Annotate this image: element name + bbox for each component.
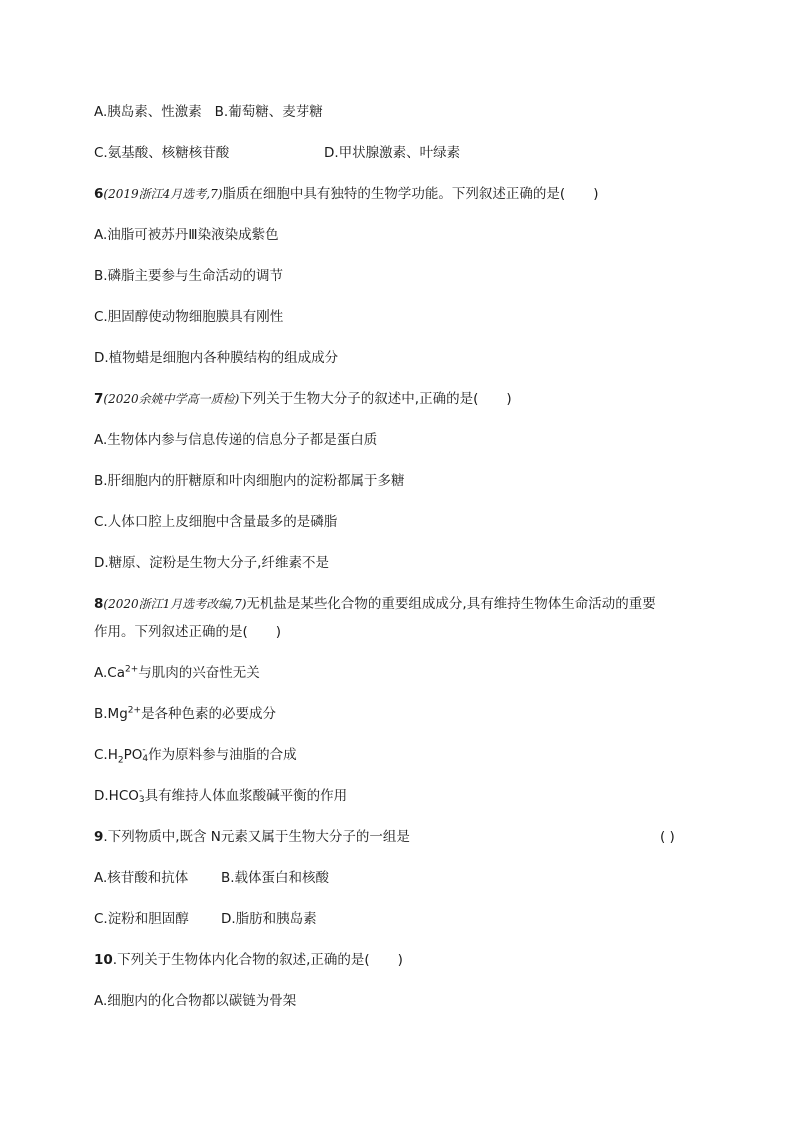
q8-option-a-text: 与肌肉的兴奋性无关	[138, 665, 260, 681]
q9-stem-text: .下列物质中,既含 N元素又属于生物大分子的一组是	[103, 829, 410, 845]
q8-number: 8	[94, 596, 104, 612]
q7-option-c: C.人体口腔上皮细胞中含量最多的是磷脂	[94, 514, 338, 530]
q8-source: (2020浙江1月选考改编,7)	[103, 597, 247, 611]
q5-option-a: A.胰岛素、性激素	[94, 104, 202, 120]
q8-option-d	[94, 787, 347, 805]
q8-option-a-prefix: A.Ca	[94, 665, 125, 681]
q8-option-d-text: 具有维持人体血浆酸碱平衡的作用	[144, 788, 348, 804]
q6-stem-text: 脂质在细胞中具有独特的生物学功能。下列叙述正确的是(	[222, 186, 566, 202]
q7-option-b: B.肝细胞内的肝糖原和叶肉细胞内的淀粉都属于多糖	[94, 473, 405, 489]
q9-stem	[94, 828, 410, 846]
q9-options-cd	[94, 910, 317, 928]
q9-option-b: B.载体蛋白和核酸	[221, 870, 330, 886]
q5-options-cd	[94, 144, 461, 162]
q6-option-d: D.植物蜡是细胞内各种膜结构的组成成分	[94, 350, 339, 366]
q10-close-paren: )	[397, 952, 403, 968]
q7-stem	[94, 390, 512, 408]
q6-option-a: A.油脂可被苏丹Ⅲ染液染成紫色	[94, 227, 279, 243]
q8-option-d-sub: 3	[138, 795, 145, 805]
q8-option-c-charge: -	[142, 745, 146, 755]
q8-option-c-text: 作为原料参与油脂的合成	[148, 747, 297, 763]
q7-source: (2020余姚中学高一质检)	[103, 392, 240, 406]
q6-source: (2019浙江4月选考,7)	[103, 187, 223, 201]
q9-option-c: C.淀粉和胆固醇	[94, 911, 189, 927]
q5-option-d: D.甲状腺激素、叶绿素	[324, 145, 461, 161]
q8-option-b-prefix: B.Mg	[94, 706, 128, 722]
q8-option-c-prefix: C.H	[94, 747, 118, 763]
q9-option-d: D.脂肪和胰岛素	[221, 911, 317, 927]
q10-option-a: A.细胞内的化合物都以碳链为骨架	[94, 993, 297, 1009]
q5-options-ab	[94, 103, 323, 121]
q9-options-ab	[94, 869, 330, 887]
q8-option-c-sub1: 2	[117, 755, 124, 766]
q6-close-paren: )	[593, 186, 599, 202]
q6-stem	[94, 185, 598, 203]
q8-option-c	[94, 746, 297, 764]
q8-option-a	[94, 664, 260, 682]
q6-option-c: C.胆固醇使动物细胞膜具有刚性	[94, 309, 284, 325]
q8-stem-text-2: 作用。下列叙述正确的是(	[94, 624, 248, 640]
q10-stem	[94, 951, 403, 969]
q6-number: 6	[94, 186, 104, 202]
q9-option-a: A.核苷酸和抗体	[94, 870, 189, 886]
q8-option-d-prefix: D.HCO	[94, 788, 139, 804]
q7-option-d: D.糖原、淀粉是生物大分子,纤维素不是	[94, 555, 329, 571]
q8-stem-line2	[94, 623, 281, 641]
q8-stem-text-1: 无机盐是某些化合物的重要组成成分,具有维持生物体生命活动的重要	[246, 596, 656, 612]
q5-option-c: C.氨基酸、核糖核苷酸	[94, 145, 230, 161]
q8-option-b	[94, 705, 276, 723]
q8-option-b-text: 是各种色素的必要成分	[141, 706, 277, 722]
q7-close-paren: )	[506, 391, 512, 407]
q6-option-b: B.磷脂主要参与生命活动的调节	[94, 268, 284, 284]
q9-number: 9	[94, 829, 104, 845]
q8-stem-line1	[94, 595, 656, 613]
q8-option-d-charge: -	[138, 786, 143, 796]
q7-option-a: A.生物体内参与信息传递的信息分子都是蛋白质	[94, 432, 378, 448]
q9-answer-paren: ( )	[660, 829, 675, 845]
q8-option-c-sub2: 4	[142, 754, 149, 764]
q7-stem-text: 下列关于生物大分子的叙述中,正确的是(	[239, 391, 479, 407]
q8-option-c-mid: PO	[123, 747, 143, 763]
q7-number: 7	[94, 391, 104, 407]
q8-option-b-charge: 2+	[127, 705, 142, 716]
q8-close-paren: )	[275, 624, 282, 640]
q8-option-a-charge: 2+	[125, 664, 139, 675]
q10-number: 10	[94, 952, 113, 968]
q5-option-b: B.葡萄糖、麦芽糖	[214, 104, 323, 120]
q10-stem-text: .下列关于生物体内化合物的叙述,正确的是(	[112, 952, 370, 968]
